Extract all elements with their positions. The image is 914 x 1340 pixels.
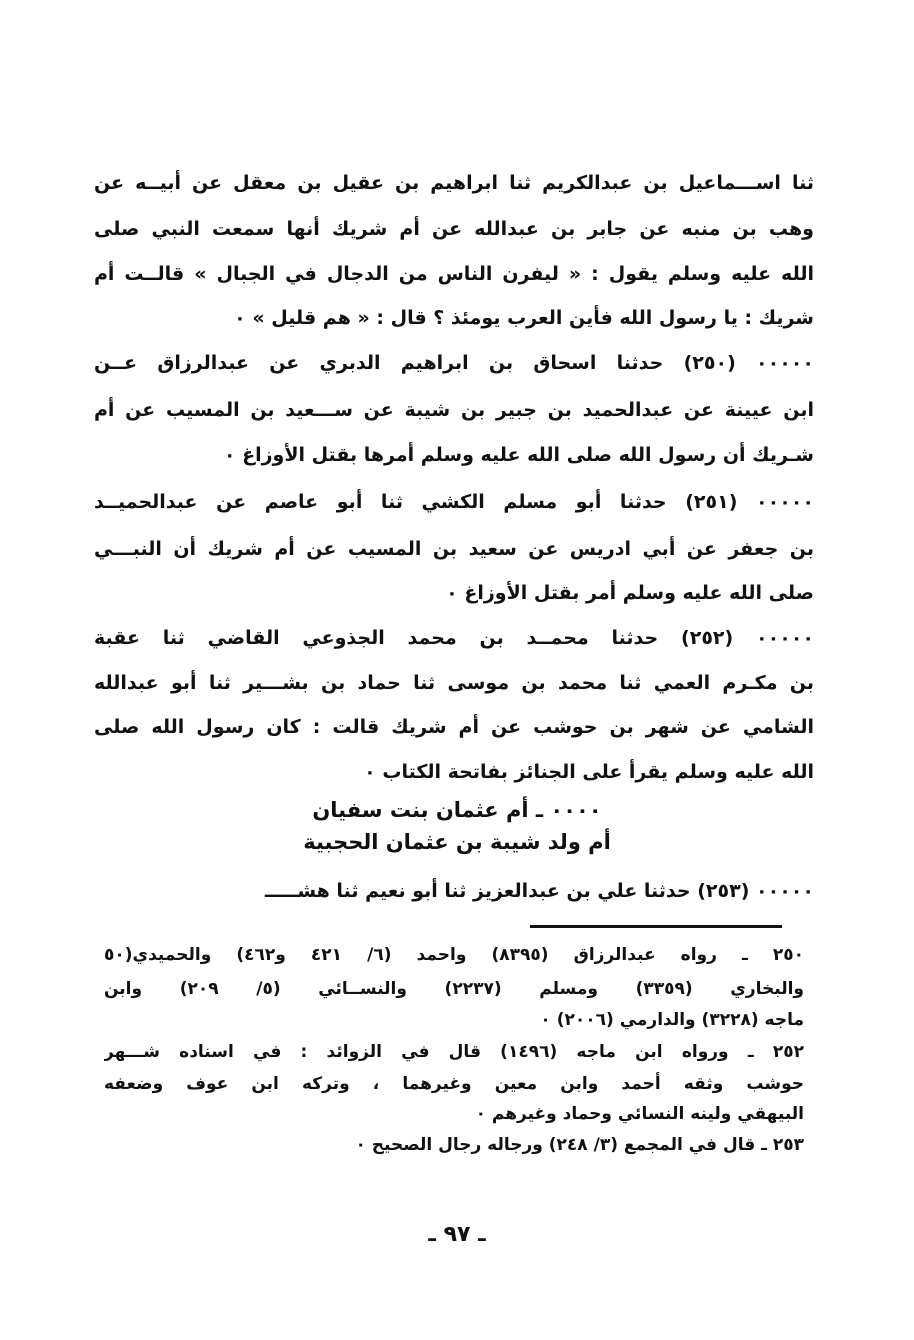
- body-line: وهب بن منبه عن جابر بن عبدالله عن أم شريك أنها سمعت النبي صلى: [94, 218, 814, 240]
- footnote-separator: [530, 925, 782, 928]
- footnote-line: والبخاري (٣٣٥٩) ومسلم (٢٢٣٧) والنســائي (٥/ ٢٠٩) وابن: [104, 979, 804, 999]
- hadith-250-line: ٠٠٠٠٠ (٢٥٠) حدثنا اسحاق بن ابراهيم الدبري عن عبدالرزاق عــن: [94, 352, 814, 374]
- footnote-line: ماجه (٣٢٢٨) والدارمي (٢٠٠٦) ٠: [540, 1010, 804, 1030]
- footnote-line: حوشب وثقه أحمد وابن معين وغيرهما ، وتركه ابن عوف وضعفه: [104, 1074, 804, 1094]
- footnote-line: البيهقي ولينه النسائي وحماد وغيرهم ٠: [475, 1104, 804, 1124]
- hadith-251-line: ٠٠٠٠٠ (٢٥١) حدثنا أبو مسلم الكشي ثنا أبو عاصم عن عبدالحميــد: [94, 491, 814, 513]
- footnote-line: ٢٥٢ ـ ورواه ابن ماجه (١٤٩٦) قال في الزوائد : في اسناده شـــهر: [104, 1042, 804, 1062]
- hadith-252-line: ٠٠٠٠٠ (٢٥٢) حدثنا محمــد بن محمد الجذوعي القاضي ثنا عقبة: [94, 627, 814, 649]
- body-line: ابن عيينة عن عبدالحميد بن جبير بن شيبة عن ســـعيد بن المسيب عن أم: [94, 399, 814, 421]
- body-line: بن جعفر عن أبي ادريس عن سعيد بن المسيب عن أم شريك أن النبـــي: [94, 538, 814, 560]
- body-line: بن مكـرم العمي ثنا محمد بن موسى ثنا حماد بن بشـــير ثنا أبو عبدالله: [94, 672, 814, 694]
- body-line: الله عليه وسلم يقرأ على الجنائز بفاتحة الكتاب ٠: [364, 761, 814, 783]
- hadith-253-line: ٠٠٠٠٠ (٢٥٣) حدثنا علي بن عبدالعزيز ثنا أبو نعيم ثنا هشـــــ: [264, 880, 814, 902]
- body-line: الشامي عن شهر بن حوشب عن أم شريك قالت : كان رسول الله صلى: [94, 716, 814, 738]
- body-line: الله عليه وسلم يقول : « ليفرن الناس من الدجال في الجبال » قالــت أم: [94, 263, 814, 285]
- footnote-line: ٢٥٠ ـ رواه عبدالرزاق (٨٣٩٥) واحمد (٦/ ٤٢١ و٤٦٢) والحميدي(٥٠: [104, 945, 804, 965]
- body-line: ثنا اســـماعيل بن عبدالكريم ثنا ابراهيم بن عقيل بن معقل عن أبيــه عن: [94, 172, 814, 194]
- body-line: صلى الله عليه وسلم أمر بقتل الأوزاغ ٠: [446, 582, 814, 604]
- footnote-line: ٢٥٣ ـ قال في المجمع (٣/ ٢٤٨) ورجاله رجال الصحيح ٠: [355, 1135, 804, 1155]
- section-heading: ٠٠٠٠ ـ أم عثمان بنت سفيان: [312, 798, 602, 822]
- body-line: شريك : يا رسول الله فأين العرب يومئذ ؟ قال : « هم قليل » ٠: [234, 307, 814, 329]
- page-number: ـ ٩٧ ـ: [428, 1222, 486, 1247]
- body-line: شـريك أن رسول الله صلى الله عليه وسلم أمرها بقتل الأوزاغ ٠: [223, 444, 814, 466]
- section-subheading: أم ولد شيبة بن عثمان الحجبية: [303, 830, 611, 854]
